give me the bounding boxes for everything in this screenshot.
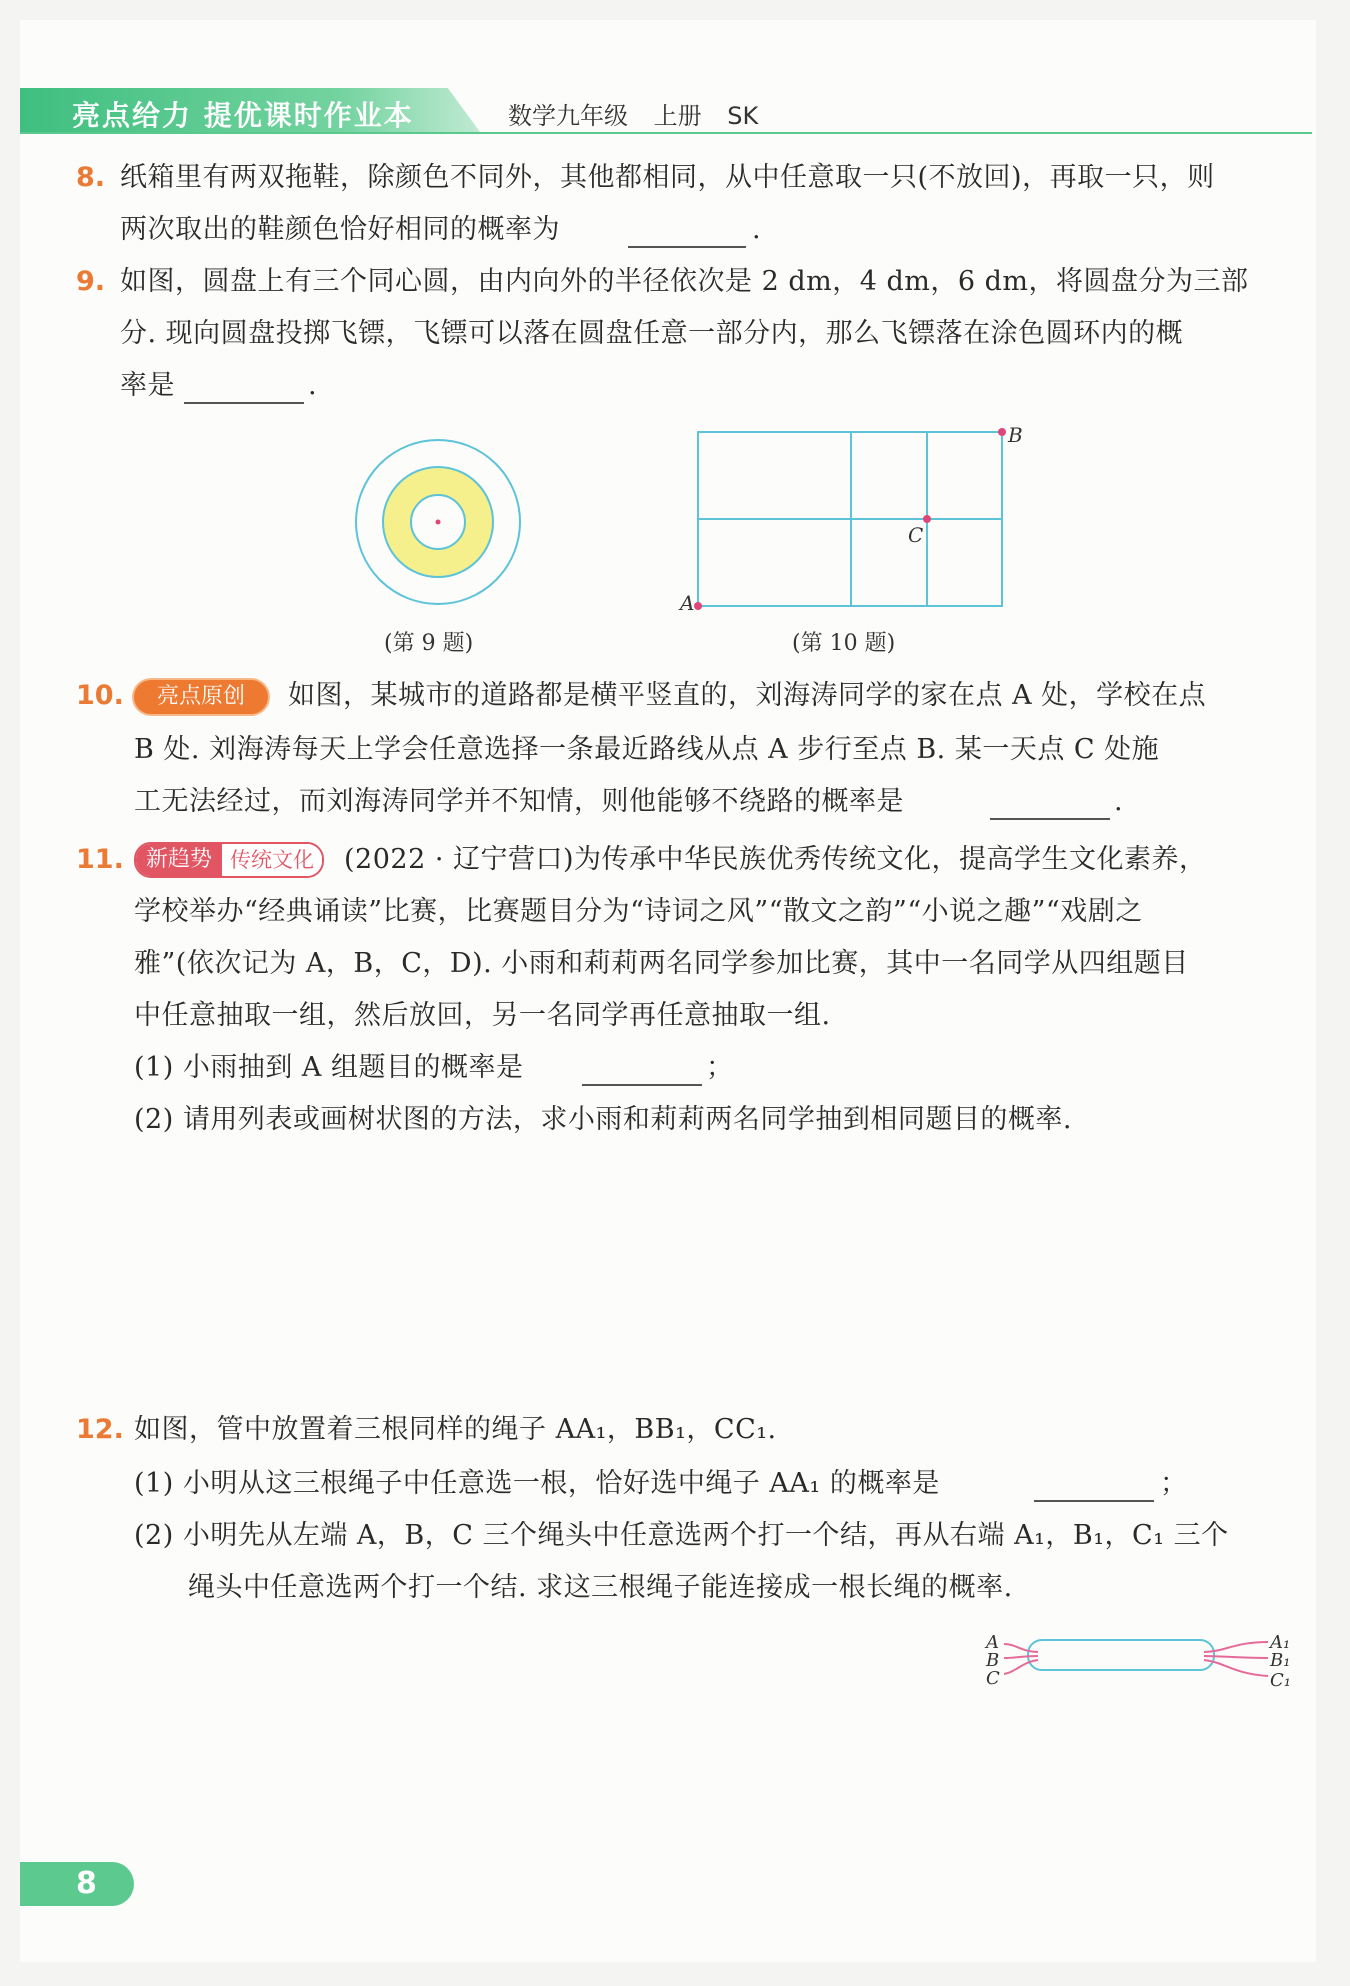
q12-sub1: (1) 小明从这三根绳子中任意选一根，恰好选中绳子 AA₁ 的概率是	[134, 1468, 940, 1499]
rope-label-c1: C₁	[1270, 1670, 1291, 1691]
q11-number: 11.	[76, 844, 124, 875]
rope-end-a1	[1204, 1642, 1268, 1652]
q11-sub1-end: ；	[706, 1052, 734, 1083]
series-title: 亮点给力 提优课时作业本	[72, 99, 414, 132]
q8-number: 8.	[76, 162, 106, 193]
label-a: A	[680, 591, 695, 615]
rope-label-b1: B₁	[1270, 1650, 1291, 1671]
label-b: B	[1008, 423, 1023, 447]
q10-line1: 如图，某城市的道路都是横平竖直的，刘海涛同学的家在点 A 处，学校在点	[288, 680, 1207, 711]
q10-number: 10.	[76, 680, 124, 711]
point-b	[998, 428, 1006, 436]
q10-answer-blank[interactable]	[990, 818, 1110, 820]
tube-ropes-figure	[978, 1628, 1304, 1704]
q8-line2: 两次取出的鞋颜色恰好相同的概率为	[120, 214, 560, 245]
page-number: 8	[76, 1866, 97, 1901]
q12-number: 12.	[76, 1414, 124, 1445]
q11-line1: (2022 · 辽宁营口)为传承中华民族优秀传统文化，提高学生文化素养，	[344, 844, 1207, 875]
header-rule	[20, 132, 1312, 134]
trend-tag-label: 新趋势	[136, 844, 222, 876]
rope-label-b: B	[986, 1650, 1000, 1671]
point-c	[923, 515, 931, 523]
q11-answer-blank[interactable]	[582, 1084, 702, 1086]
q9-number: 9.	[76, 266, 106, 297]
q11-line3: 雅”(依次记为 A，B，C，D). 小雨和莉莉两名同学参加比赛，其中一名同学从四组题目	[134, 948, 1189, 979]
q11-line2: 学校举办“经典诵读”比赛，比赛题目分为“诗词之风”“散文之韵”“小说之趣”“戏剧之	[134, 896, 1143, 927]
q9-line3-end: .	[308, 370, 318, 401]
q12-line1: 如图，管中放置着三根同样的绳子 AA₁，BB₁，CC₁.	[134, 1414, 777, 1445]
fig9-caption: (第 9 题)	[384, 631, 474, 656]
q12-sub2-line2: 绳头中任意选两个打一个结. 求这三根绳子能连接成一根长绳的概率.	[188, 1572, 1013, 1603]
q10-line3: 工无法经过，而刘海涛同学并不知情，则他能够不绕路的概率是	[134, 786, 904, 817]
q12-sub2-line1: (2) 小明先从左端 A，B，C 三个绳头中任意选两个打一个结，再从右端 A₁，B₁，C₁ 三个	[134, 1520, 1229, 1551]
subject-line: 数学九年级 上册 SK	[508, 102, 759, 130]
q8-line2-end: .	[752, 214, 762, 245]
q11-line4: 中任意抽取一组，然后放回，另一名同学再任意抽取一组.	[134, 1000, 831, 1031]
rope-label-a1: A₁	[1270, 1632, 1291, 1653]
q10-line3-end: .	[1114, 786, 1124, 817]
street-grid-figure	[676, 420, 1036, 620]
point-a	[694, 602, 702, 610]
q8-answer-blank[interactable]	[628, 246, 746, 248]
rope-label-a: A	[986, 1632, 999, 1653]
culture-tag-label: 传统文化	[222, 844, 322, 876]
concentric-circles-figure	[350, 434, 526, 610]
q9-line1: 如图，圆盘上有三个同心圆，由内向外的半径依次是 2 dm，4 dm，6 dm，将圆盘分为三部	[120, 266, 1249, 297]
rope-label-c: C	[986, 1668, 1000, 1689]
q11-sub2: (2) 请用列表或画树状图的方法，求小雨和莉莉两名同学抽到相同题目的概率.	[134, 1104, 1072, 1135]
fig10-caption: (第 10 题)	[792, 631, 896, 656]
q8-line1: 纸箱里有两双拖鞋，除颜色不同外，其他都相同，从中任意取一只(不放回)，再取一只，则	[120, 162, 1215, 193]
q11-sub1: (1) 小雨抽到 A 组题目的概率是	[134, 1052, 524, 1083]
q9-line3: 率是	[120, 370, 175, 401]
original-tag: 亮点原创	[134, 680, 268, 714]
center-point	[436, 520, 441, 525]
q9-line2: 分. 现向圆盘投掷飞镖，飞镖可以落在圆盘任意一部分内，那么飞镖落在涂色圆环内的概	[120, 318, 1184, 349]
q12-sub1-end: ；	[1160, 1468, 1188, 1499]
q12-answer-blank[interactable]	[1034, 1500, 1154, 1502]
tube	[1028, 1640, 1214, 1670]
rope-end-c1	[1204, 1660, 1268, 1676]
q10-line2: B 处. 刘海涛每天上学会任意选择一条最近路线从点 A 步行至点 B. 某一天点 C 处施	[134, 734, 1160, 765]
label-c: C	[908, 523, 924, 547]
trend-tag	[134, 842, 324, 878]
q9-answer-blank[interactable]	[184, 402, 304, 404]
